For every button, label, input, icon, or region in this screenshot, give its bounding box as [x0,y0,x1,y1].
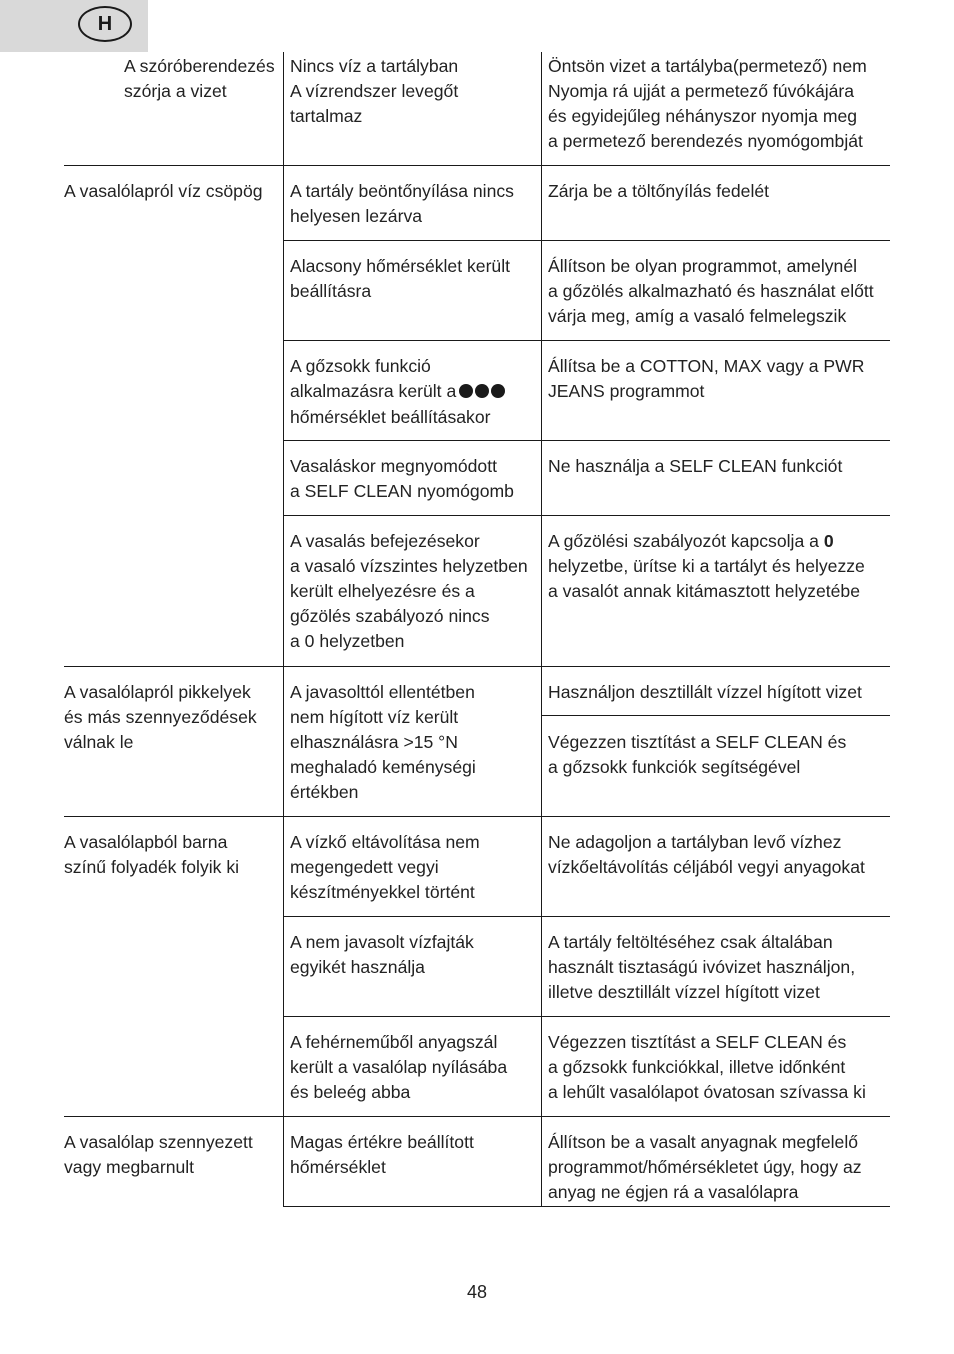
remedy-cell [548,930,855,1005]
text-line: gőzölés szabályozó nincs [290,606,490,626]
text-line: a lehűlt vasalólapot óvatosan szívassa ki [548,1082,866,1102]
symptom-cell [64,680,257,755]
text-line: A nem javasolt vízfajták [290,932,474,952]
text-line: beállításra [290,281,372,301]
row-divider [541,715,890,716]
row-divider [64,816,890,817]
row-divider [64,1116,890,1117]
text-line: használt tisztaságú ivóvizet használjon, [548,957,856,977]
text-line: Végezzen tisztítást a SELF CLEAN és [548,1032,847,1052]
text-line: nem hígított víz került [290,707,459,727]
text-line: A vasalás befejezésekor [290,531,480,551]
text-line: a gőzsokk funkciókkal, illetve időnként [548,1057,846,1077]
text-line: válnak le [64,732,134,752]
text-line: vízkőeltávolítás céljából vegyi anyagokat [548,857,865,877]
row-divider [283,916,890,917]
remedy-cell [548,529,865,604]
remedy-cell [548,54,867,154]
text-line: a gőzsokk funkciók segítségével [548,757,801,777]
remedy-cell [548,179,769,204]
text-line: JEANS programmot [548,381,705,401]
text-line: anyag ne égjen rá a vasalólapra [548,1182,799,1202]
three-dots-max-temperature-icon [459,380,507,405]
text-line: A vasalólapból barna [64,832,228,852]
cause-cell [290,1130,474,1180]
cause-cell [290,680,476,805]
text-line: Végezzen tisztítást a SELF CLEAN és [548,732,847,752]
text-line: A fehérneműből anyagszál [290,1032,498,1052]
text-line: a vasaló vízszintes helyzetben [290,556,528,576]
row-divider [64,666,890,667]
text-line: meghaladó keménységi [290,757,476,777]
text-line: Alacsony hőmérséklet került [290,256,511,276]
row-divider [283,515,890,516]
text-line: Állítson be olyan programmot, amelynél [548,256,858,276]
text-line: Ne használja a SELF CLEAN funkciót [548,456,843,476]
symptom-cell [124,54,275,104]
symptom-cell [64,830,239,880]
text-line: Állítson be a vasalt anyagnak megfelelő [548,1132,859,1152]
text-line: került a vasalólap nyílásába [290,1057,508,1077]
row-divider [283,440,890,441]
bold-zero: 0 [823,531,834,551]
text-line: A gőzsokk funkció [290,356,431,376]
symptom-cell [64,1130,253,1180]
page-number: 48 [466,1282,488,1302]
cause-cell [290,1030,507,1105]
remedy-cell [548,354,864,404]
cause-cell [290,830,480,905]
row-divider [283,240,890,241]
cause-cell [290,529,528,654]
text-line: megengedett vegyi [290,857,439,877]
text-line: hőmérséklet beállításakor [290,407,491,427]
text-line: Nyomja rá ujját a permetező fúvókájára [548,81,855,101]
text-line: értékben [290,782,359,802]
text-line: A tartály feltöltéséhez csak általában [548,932,833,952]
text-line: egyikét használja [290,957,425,977]
remedy-cell [548,254,874,329]
cause-cell [290,179,514,229]
text-line: Nincs víz a tartályban [290,56,459,76]
text-line: a 0 helyzetben [290,631,405,651]
text-line: tartalmaz [290,106,363,126]
text-line: került elhelyezésre és a [290,581,475,601]
remedy-cell [548,730,846,780]
text-line: A szóróberendezés [124,56,275,76]
text-line: a gőzölés alkalmazható és használat előtt [548,281,874,301]
text-line: A javasolttól ellentétben [290,682,475,702]
text-line: helyzetbe, ürítse ki a tartályt és helyezze [548,556,865,576]
text-line: várja meg, amíg a vasaló felmelegszik [548,306,847,326]
cause-cell [290,454,514,504]
text-line: a vasalót annak kitámasztott helyzetébe [548,581,860,601]
text-line: vagy megbarnult [64,1157,195,1177]
text-line: Ne adagoljon a tartályban levő vízhez [548,832,842,852]
row-divider [283,1016,890,1017]
text-line: A vízrendszer levegőt [290,81,459,101]
text-line: és más szennyeződések [64,707,257,727]
row-divider [283,340,890,341]
text-line: elhasználásra >15 °N [290,732,458,752]
remedy-cell [548,1130,862,1205]
remedy-cell [548,830,865,880]
text-line: Öntsön vizet a tartályba(permetező) nem [548,56,867,76]
text-fragment: alkalmazásra került a [290,381,457,401]
cause-cell [290,930,474,980]
text-line: A vasalólapról víz csöpög [64,181,263,201]
text-line: Vasaláskor megnyomódott [290,456,497,476]
language-tab [0,0,148,52]
cause-cell [290,54,458,129]
text-line: szórja a vizet [124,81,227,101]
symptom-cell [64,179,263,204]
remedy-cell [548,1030,866,1105]
text-line: a permetező berendezés nyomógombját [548,131,863,151]
text-line: Zárja be a töltőnyílás fedelét [548,181,770,201]
cause-cell [290,354,507,430]
column-divider-2 [541,52,542,1207]
text-line: A vasalólap szennyezett [64,1132,253,1152]
column-divider-1 [283,52,284,1207]
text-fragment: A gőzölési szabályozót kapcsolja a [548,531,819,551]
text-line: Használjon desztillált vízzel hígított vizet [548,682,862,702]
text-line: készítményekkel történt [290,882,475,902]
text-line: és egyidejűleg néhányszor nyomja meg [548,106,858,126]
text-line: A vasalólapról pikkelyek [64,682,251,702]
text-line: Magas értékre beállított [290,1132,474,1152]
text-line: illetve desztillált vízzel hígított vizet [548,982,820,1002]
text-line: A tartály beöntőnyílása nincs [290,181,514,201]
text-line: helyesen lezárva [290,206,423,226]
text-line: programmot/hőmérsékletet úgy, hogy az [548,1157,862,1177]
language-badge: H [78,6,132,42]
remedy-cell [548,454,842,479]
text-line: színű folyadék folyik ki [64,857,240,877]
text-line: hőmérséklet [290,1157,386,1177]
text-line: a SELF CLEAN nyomógomb [290,481,514,501]
row-divider [283,1206,890,1207]
row-divider [64,165,890,166]
text-line [548,529,865,554]
text-line: és beleég abba [290,1082,411,1102]
remedy-cell [548,680,862,705]
text-line: Állítsa be a COTTON, MAX vagy a PWR [548,356,865,376]
text-line: A vízkő eltávolítása nem [290,832,480,852]
text-line [290,379,507,405]
cause-cell [290,254,510,304]
